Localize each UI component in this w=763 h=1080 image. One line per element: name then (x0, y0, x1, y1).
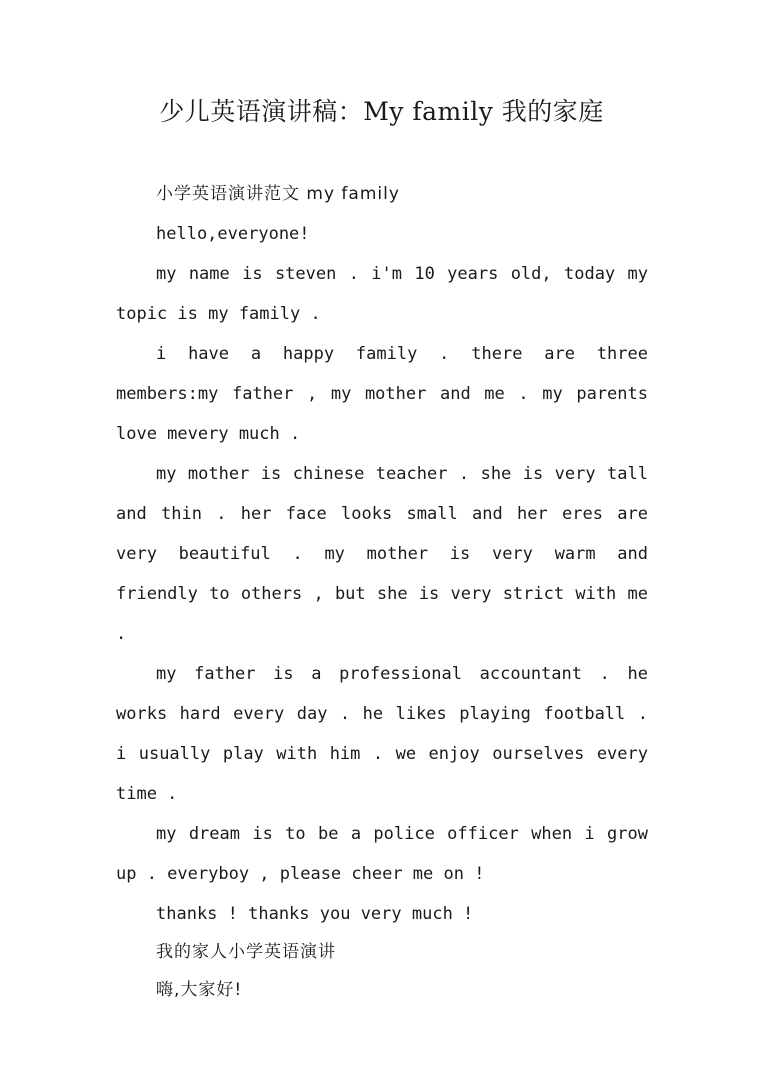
paragraph-chinese-heading: 我的家人小学英语演讲 (156, 942, 336, 962)
paragraph-chinese-greeting: 嗨,大家好! (156, 980, 243, 1000)
paragraph-thanks: thanks ! thanks you very much ! (156, 904, 474, 924)
document-title: 少儿英语演讲稿：My family 我的家庭 (159, 97, 604, 126)
document-body (116, 174, 648, 1010)
paragraph-greeting: hello,everyone! (156, 224, 310, 244)
paragraph-subtitle: 小学英语演讲范文 my family (156, 184, 400, 204)
paragraph-father: my father is a professional accountant . he works hard every day . he likes playing football . i usually play with him . we enjoy ourselves every time . (116, 664, 648, 804)
paragraph-family-members: i have a happy family . there are three members:my father , my mother and me . my parents love mevery much . (116, 344, 648, 444)
paragraph-introduction: my name is steven . i'm 10 years old, today my topic is my family . (116, 264, 648, 324)
paragraph-dream: my dream is to be a police officer when i grow up . everyboy , please cheer me on ! (116, 824, 648, 884)
paragraph-mother: my mother is chinese teacher . she is very tall and thin . her face looks small and her eres are very beautiful . my mother is very warm and friendly to others , but she is very strict with me . (116, 464, 648, 644)
